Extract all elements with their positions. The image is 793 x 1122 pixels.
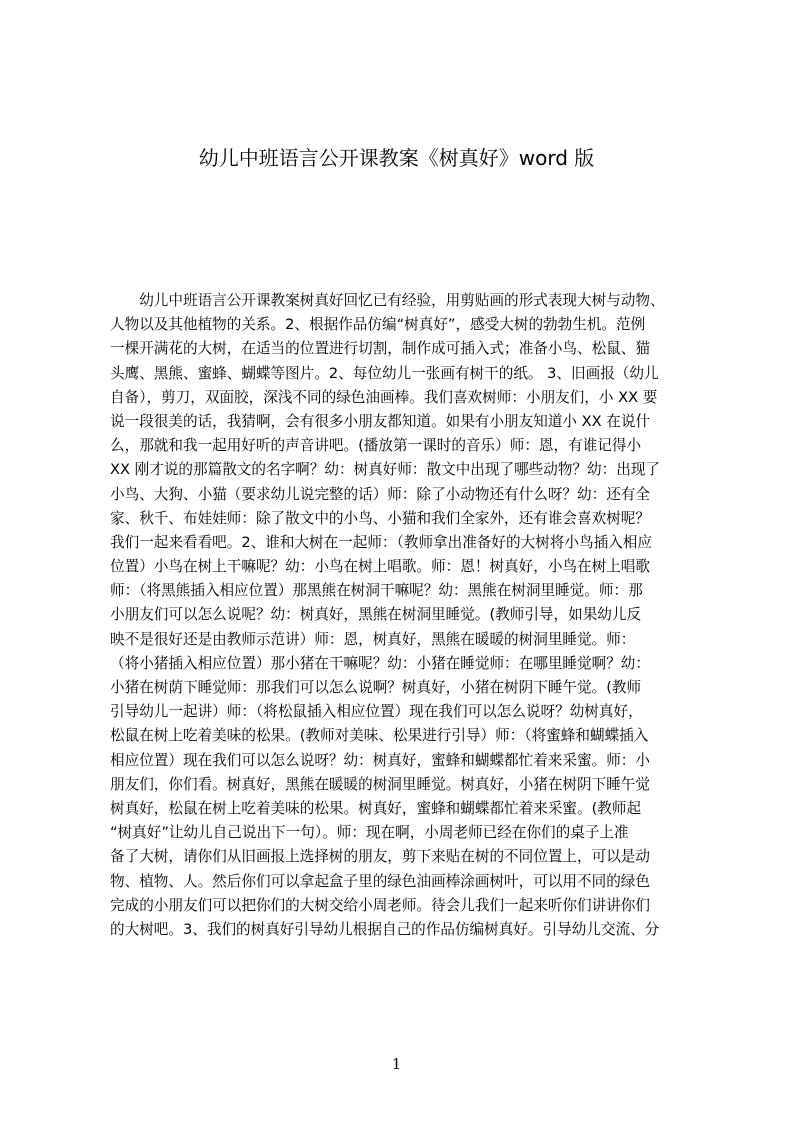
body-text-line: 师：（将黑熊插入相应位置）那黑熊在树洞干嘛呢？幼：黑熊在树洞里睡觉。师：那: [110, 582, 643, 600]
body-text-line: 说一段很美的话，我猜啊，会有很多小朋友都知道。如果有小朋友知道小 XX 在说什: [110, 412, 651, 430]
body-text-line: 我们一起来看看吧。2、谁和大树在一起师：（教师拿出准备好的大树将小鸟插入相应: [110, 533, 652, 551]
body-text-line: 完成的小朋友们可以把你们的大树交给小周老师。待会儿我们一起来听你们讲讲你们: [110, 896, 650, 914]
body-text-line: 家、秋千、布娃娃师：除了散文中的小鸟、小猫和我们全家外，还有谁会喜欢树呢？: [110, 509, 650, 527]
page-number: 1: [391, 1055, 402, 1073]
body-text-line: 备了大树，请你们从旧画报上选择树的朋友，剪下来贴在树的不同位置上，可以是动: [110, 848, 650, 866]
body-text-line: 一棵开满花的大树，在适当的位置进行切割，制作成可插入式；准备小鸟、松鼠、猫: [110, 340, 650, 358]
body-text-line: 自备），剪刀，双面胶，深浅不同的绿色油画棒。我们喜欢树师：小朋友们，小 XX 要: [110, 388, 658, 406]
body-text-line: 松鼠在树上吃着美味的松果。(教师对美味、松果进行引导）师：（将蜜蜂和蝴蝶插入: [110, 727, 649, 745]
body-text-line: 位置）小鸟在树上干嘛呢？幼：小鸟在树上唱歌。师：恩！树真好，小鸟在树上唱歌: [110, 558, 650, 576]
body-text-line: 么，那就和我一起用好听的声音讲吧。(播放第一课时的音乐）师：恩，有谁记得小: [110, 437, 642, 455]
body-text-line: 树真好，松鼠在树上吃着美味的松果。树真好，蜜蜂和蝴蝶都忙着来采蜜。(教师起: [110, 799, 642, 817]
body-text-line: 引导幼儿一起讲）师：（将松鼠插入相应位置）现在我们可以怎么说呀？幼树真好，: [110, 703, 643, 721]
body-text-line: “树真好”让幼儿自己说出下一句）。师：现在啊，小周老师已经在你们的桌子上准: [110, 824, 629, 842]
body-text-line: XX 刚才说的那篇散文的名字啊？幼：树真好师：散文中出现了哪些动物？幼：出现了: [110, 461, 661, 479]
body-text-line: 的大树吧。3、我们的树真好引导幼儿根据自己的作品仿编树真好。引导幼儿交流、分: [110, 920, 660, 938]
body-text-line: 相应位置）现在我们可以怎么说呀？幼：树真好，蜜蜂和蝴蝶都忙着来采蜜。师：小: [110, 751, 650, 769]
body-text-line: 小鸟、大狗、小猫（要求幼儿说完整的话）师：除了小动物还有什么呀？幼：还有全: [110, 485, 650, 503]
document-body: [110, 289, 700, 1015]
body-text-line: 人物以及其他植物的关系。2、根据作品仿编“树真好”，感受大树的勃勃生机。范例: [110, 316, 646, 334]
body-text-line: 小猪在树荫下睡觉师：那我们可以怎么说啊？树真好，小猪在树阴下睡午觉。(教师: [110, 679, 642, 696]
body-text-line: 幼儿中班语言公开课教案树真好回忆已有经验，用剪贴画的形式表现大树与动物、: [110, 292, 665, 309]
body-text-line: 物、植物、人。然后你们可以拿起盒子里的绿色油画棒涂画树叶，可以用不同的绿色: [110, 872, 650, 890]
body-text-line: 映不是很好还是由教师示范讲）师：恩，树真好，黑熊在暖暖的树洞里睡觉。师：: [110, 630, 636, 648]
body-text-line: （将小猪插入相应位置）那小猪在干嘛呢？幼：小猪在睡觉师：在哪里睡觉啊？幼：: [110, 654, 650, 672]
body-text-line: 朋友们，你们看。树真好，黑熊在暖暖的树洞里睡觉。树真好，小猪在树阴下睡午觉: [110, 775, 650, 793]
document-title: 幼儿中班语言公开课教案《树真好》word 版: [198, 146, 595, 170]
body-text-line: 小朋友们可以怎么说呢？幼：树真好，黑熊在树洞里睡觉。(教师引导，如果幼儿反: [110, 606, 642, 624]
body-text-line: 头鹰、黑熊、蜜蜂、蝴蝶等图片。2、每位幼儿一张画有树干的纸。 3、旧画报（幼儿: [110, 364, 659, 382]
